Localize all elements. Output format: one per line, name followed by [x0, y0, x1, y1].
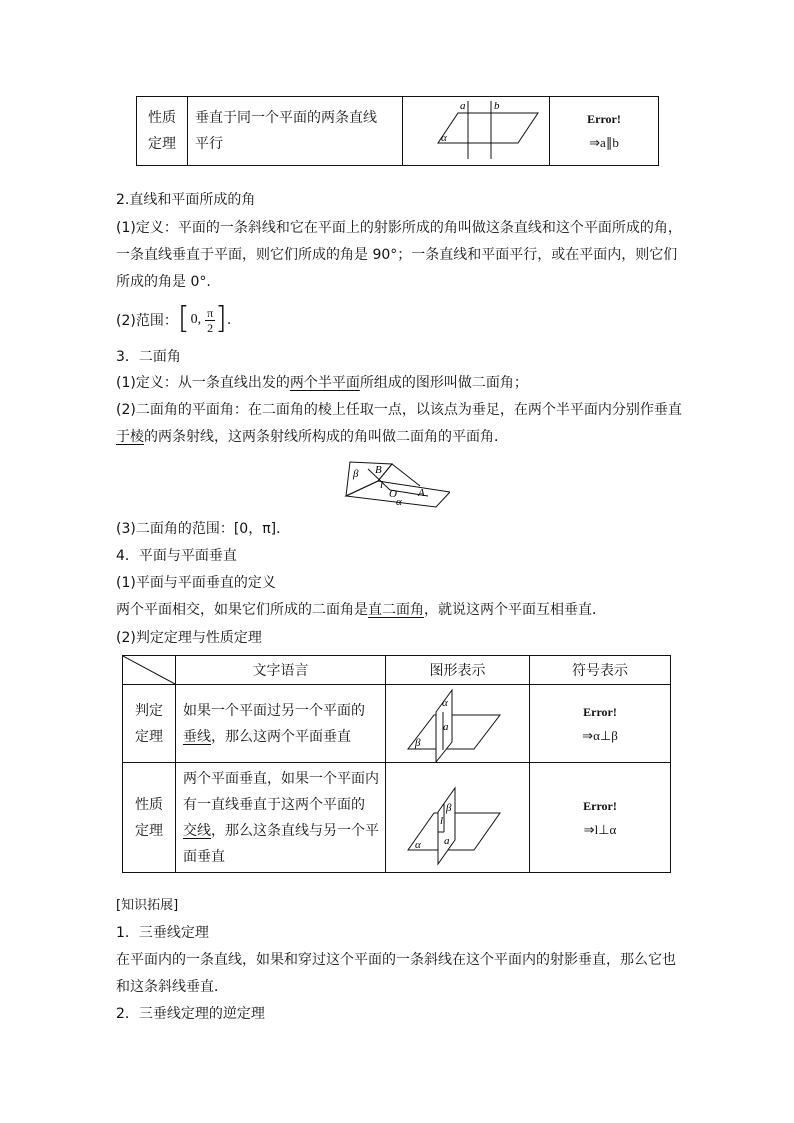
sec4-def	[116, 600, 606, 620]
plane-through-perpendicular-figure	[386, 686, 529, 762]
sec4-def-prefix: 两个平面相交，如果它们所成的二面角是	[116, 602, 368, 618]
label-l: l	[380, 479, 384, 491]
range-label: (2)范围：	[116, 313, 178, 329]
diagonal-header-cell	[123, 656, 176, 685]
text-cell	[176, 685, 386, 763]
text-line1: 两个平面垂直，如果一个平面内	[183, 770, 379, 787]
text-underlined: 垂线	[183, 728, 211, 745]
sec3-plane-line2	[116, 427, 508, 447]
header-symbol: 符号表示	[530, 656, 671, 685]
text-line1: 垂直于同一个平面的两条直线	[195, 110, 377, 126]
pi-fraction	[205, 306, 215, 335]
row-label-line2: 定理	[148, 136, 176, 152]
sec3-def-suffix: 所组成的图形叫做二面角；	[359, 375, 528, 391]
row-label-line2: 定理	[135, 728, 163, 745]
label-alpha: α	[415, 838, 421, 851]
dihedral-angle-figure	[340, 456, 450, 512]
sec4-def-suffix: ，就说这两个平面互相垂直．	[424, 602, 606, 618]
label-beta: β	[415, 736, 421, 749]
label-alpha: α	[441, 132, 447, 144]
text-line2	[183, 724, 385, 750]
ext-item1-line1: 在平面内的一条直线，如果和穿过这个平面的一条斜线在这个平面内的射影垂直，那么它也	[116, 952, 676, 968]
row-label-line1: 性质	[148, 110, 176, 126]
parallel-lines-figure	[403, 97, 549, 165]
sec2-def-line3: 所成的角是 0°.	[116, 274, 211, 290]
text-cell	[176, 763, 386, 873]
symbol-cell	[530, 685, 671, 763]
plane-perpendicular-table	[122, 655, 671, 873]
diagonal-line	[123, 656, 175, 684]
sec3-def-prefix: (1)定义：从一条直线出发的	[116, 375, 290, 391]
property-theorem-table	[136, 96, 659, 166]
text-rest: ，那么这两个平面垂直	[211, 728, 351, 745]
sec3-plane-rest: 的两条射线，这两条射线所构成的角叫做二面角的平面角．	[144, 429, 508, 445]
text-line4: 面垂直	[183, 848, 225, 865]
row-label-cell	[123, 763, 176, 873]
table-row	[123, 763, 671, 873]
label-beta: β	[353, 468, 359, 480]
table-row	[137, 97, 659, 166]
sec4-sub1: (1)平面与平面垂直的定义	[116, 575, 276, 591]
row-label-line1: 判定	[135, 702, 163, 719]
label-l: l	[440, 814, 444, 827]
header-figure: 图形表示	[386, 656, 530, 685]
conclusion-text: ⇒α⊥β	[582, 727, 618, 743]
label-a: a	[443, 720, 449, 733]
perpendicular-line-in-plane-figure	[386, 764, 529, 872]
sec3-plane-underlined: 于棱	[116, 429, 144, 445]
range-period: .	[226, 312, 232, 328]
sec4-sub2: (2)判定定理与性质定理	[116, 630, 262, 646]
ext-item2-title: 2．三垂线定理的逆定理	[116, 1006, 265, 1022]
table-header-row	[123, 656, 671, 685]
label-a: a	[460, 100, 466, 112]
text-rest: ，那么这条直线与另一个平	[211, 822, 379, 839]
section-2-title: 2.直线和平面所成的角	[116, 192, 256, 208]
ext-item1-title: 1．三垂线定理	[116, 925, 209, 941]
label-O: O	[389, 488, 397, 500]
section-3-title: 3．二面角	[116, 349, 181, 365]
text-line2: 平行	[195, 136, 223, 152]
sec2-range	[116, 300, 231, 340]
header-text: 文字语言	[176, 656, 386, 685]
error-text: Error!	[587, 112, 621, 126]
section-4-title: 4．平面与平面垂直	[116, 548, 237, 564]
label-B: B	[375, 464, 382, 476]
symbol-cell	[550, 97, 659, 166]
symbol-cell	[530, 763, 671, 873]
text-line1: 如果一个平面过另一个平面的	[183, 702, 365, 719]
left-bracket: [	[177, 300, 190, 336]
text-line2: 有一直线垂直于这两个平面的	[183, 796, 365, 813]
fraction-numerator: π	[207, 305, 214, 320]
sec3-plane-line1: (2)二面角的平面角：在二面角的棱上任取一点，以该点为垂足，在两个半平面内分别作垂直	[116, 402, 682, 418]
label-alpha: α	[396, 496, 402, 508]
label-alpha: α	[442, 696, 448, 709]
range-start: 0,	[190, 312, 202, 327]
label-beta: β	[446, 801, 452, 814]
extension-heading: [知识拓展]	[116, 898, 179, 913]
conclusion-text: ⇒l⊥α	[583, 821, 617, 837]
right-bracket: ]	[215, 300, 227, 336]
fraction-denominator: 2	[207, 320, 214, 335]
sec3-def	[116, 373, 528, 393]
figure-cell	[403, 97, 550, 166]
row-label-line1: 性质	[135, 796, 163, 813]
label-A: A	[418, 487, 425, 499]
sec2-def-line1: (1)定义：平面的一条斜线和它在平面上的射影所成的角叫做这条直线和这个平面所成的角，	[116, 220, 682, 236]
row-label-cell	[123, 685, 176, 763]
error-text: Error!	[583, 798, 617, 813]
sec3-def-underlined: 两个半平面	[289, 375, 360, 391]
sec4-def-underlined: 直二面角	[368, 602, 424, 618]
table-row	[123, 685, 671, 763]
text-cell	[188, 97, 403, 166]
error-text: Error!	[583, 704, 617, 719]
figure-cell	[386, 763, 530, 873]
text-underlined: 交线	[183, 822, 211, 839]
label-b: b	[494, 100, 500, 112]
row-label-line2: 定理	[135, 822, 163, 839]
conclusion-text: ⇒a∥b	[589, 135, 619, 150]
label-a: a	[444, 834, 450, 847]
sec3-range: (3)二面角的范围：[0，π]．	[116, 521, 291, 537]
figure-cell	[386, 685, 530, 763]
text-line3	[183, 818, 385, 844]
sec2-def-line2: 一条直线垂直于平面，则它们所成的角是 90°；一条直线和平面平行，或在平面内，则它们	[116, 247, 678, 263]
ext-item1-line2: 和这条斜线垂直．	[116, 979, 228, 995]
row-label-cell	[137, 97, 188, 166]
